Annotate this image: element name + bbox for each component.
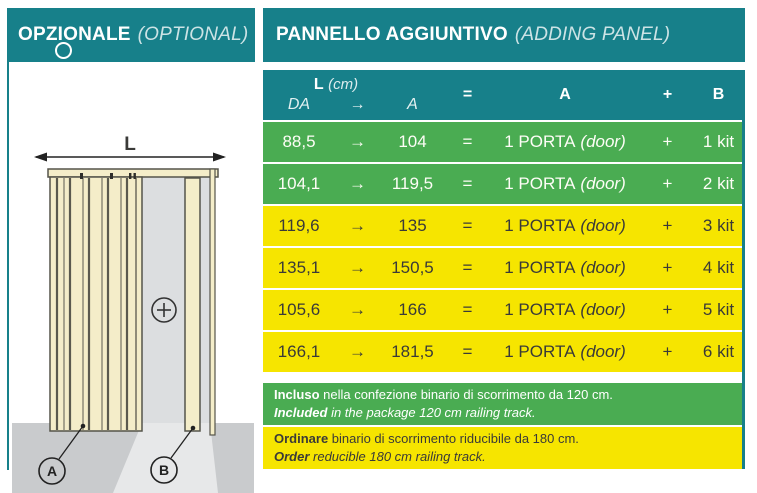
cell-kit: 1 kit — [702, 132, 735, 151]
table-body — [263, 122, 742, 372]
door-count: 1 PORTA — [504, 174, 576, 193]
range-subheader — [263, 96, 445, 114]
col-header-a-range: A — [407, 96, 418, 113]
cell-plus: + — [662, 258, 673, 277]
cell-door — [490, 174, 640, 194]
arrow-icon: → — [349, 132, 366, 151]
col-header-a: A — [559, 86, 571, 103]
right-header-subtitle: (ADDING PANEL) — [514, 24, 671, 45]
length-label: L — [313, 76, 324, 93]
cell-plus: + — [662, 174, 673, 193]
left-header-title: OPZIONALE — [18, 24, 131, 45]
cell-door — [490, 258, 640, 278]
left-header — [7, 8, 255, 62]
cell-plus: + — [662, 132, 673, 151]
cell-range-from: 119,6 — [278, 216, 320, 235]
arrow-icon: → — [349, 342, 366, 361]
folding-door-illustration — [9, 62, 255, 493]
cell-door — [490, 216, 640, 236]
cell-door — [490, 300, 640, 320]
note-order — [263, 427, 742, 469]
cell-range-to: 166 — [398, 300, 427, 319]
table-header-row — [263, 70, 742, 120]
length-header-group — [263, 76, 445, 114]
right-header-title: PANNELLO AGGIUNTIVO — [276, 24, 508, 45]
door-note: (door) — [580, 300, 626, 319]
door-count: 1 PORTA — [504, 132, 576, 151]
cell-kit: 2 kit — [702, 174, 735, 193]
cursor-ring-icon — [55, 42, 72, 59]
table-row — [263, 206, 742, 246]
col-header-da: DA — [287, 96, 311, 113]
cell-range-from: 166,1 — [277, 342, 321, 361]
right-header — [263, 8, 745, 62]
arrow-icon: → — [349, 216, 366, 235]
col-header-equals: = — [462, 86, 473, 103]
cell-equals: = — [462, 174, 473, 193]
callout-b-label: B — [158, 462, 170, 478]
rail-track — [48, 169, 218, 177]
cell-equals: = — [462, 300, 473, 319]
note-order-line2: Order reducible 180 cm railing track. — [274, 448, 486, 464]
cell-kit: 6 kit — [702, 342, 735, 361]
arrow-icon: → — [349, 174, 366, 193]
cell-range-to: 104 — [398, 132, 427, 151]
door-count: 1 PORTA — [504, 258, 576, 277]
cell-equals: = — [462, 342, 473, 361]
door-jamb — [210, 169, 215, 435]
note-included-line2: Included in the package 120 cm railing track. — [274, 404, 536, 420]
door-note: (door) — [580, 258, 626, 277]
door-note: (door) — [580, 132, 626, 151]
cell-range-to: 119,5 — [391, 174, 434, 193]
door-diagram — [9, 62, 255, 493]
cell-kit: 3 kit — [702, 216, 735, 235]
cell-door — [490, 132, 640, 152]
cell-range-to: 135 — [398, 216, 427, 235]
table-row — [263, 332, 742, 372]
table-row — [263, 290, 742, 330]
arrow-icon: → — [349, 300, 366, 319]
cell-equals: = — [462, 216, 473, 235]
note-included-line1: Incluso nella confezione binario di scorrimento da 120 cm. — [274, 387, 613, 402]
door-count: 1 PORTA — [504, 300, 576, 319]
cell-range-from: 88,5 — [282, 132, 316, 151]
length-unit: (cm) — [328, 76, 359, 93]
cell-kit: 4 kit — [702, 258, 735, 277]
cell-plus: + — [662, 216, 673, 235]
panel-table — [263, 70, 745, 469]
cell-range-from: 104,1 — [277, 174, 321, 193]
table-row — [263, 122, 742, 162]
door-note: (door) — [580, 174, 626, 193]
adding-panel — [185, 178, 200, 431]
cell-plus: + — [662, 342, 673, 361]
cell-equals: = — [462, 258, 473, 277]
table-row — [263, 164, 742, 204]
col-header-plus: + — [662, 86, 673, 103]
table-row — [263, 248, 742, 288]
left-header-subtitle: (OPTIONAL) — [137, 24, 249, 45]
dimension-label: L — [124, 134, 136, 155]
door-note: (door) — [580, 342, 626, 361]
cell-equals: = — [462, 132, 473, 151]
cell-plus: + — [662, 300, 673, 319]
cell-range-to: 181,5 — [391, 342, 434, 361]
cell-range-from: 135,1 — [277, 258, 321, 277]
cell-kit: 5 kit — [702, 300, 735, 319]
door-note: (door) — [580, 216, 626, 235]
cell-range-to: 150,5 — [391, 258, 434, 277]
col-header-b: B — [712, 86, 725, 103]
arrow-icon: → — [349, 258, 366, 277]
door-count: 1 PORTA — [504, 342, 576, 361]
note-order-line1: Ordinare binario di scorrimento riducibile da 180 cm. — [274, 430, 579, 446]
arrow-icon: → — [349, 96, 366, 113]
cell-range-from: 105,6 — [277, 300, 321, 319]
length-unit-header — [263, 76, 409, 94]
door-count: 1 PORTA — [504, 216, 576, 235]
callout-a-label: A — [46, 463, 58, 479]
note-included — [263, 383, 742, 425]
cell-door — [490, 342, 640, 362]
